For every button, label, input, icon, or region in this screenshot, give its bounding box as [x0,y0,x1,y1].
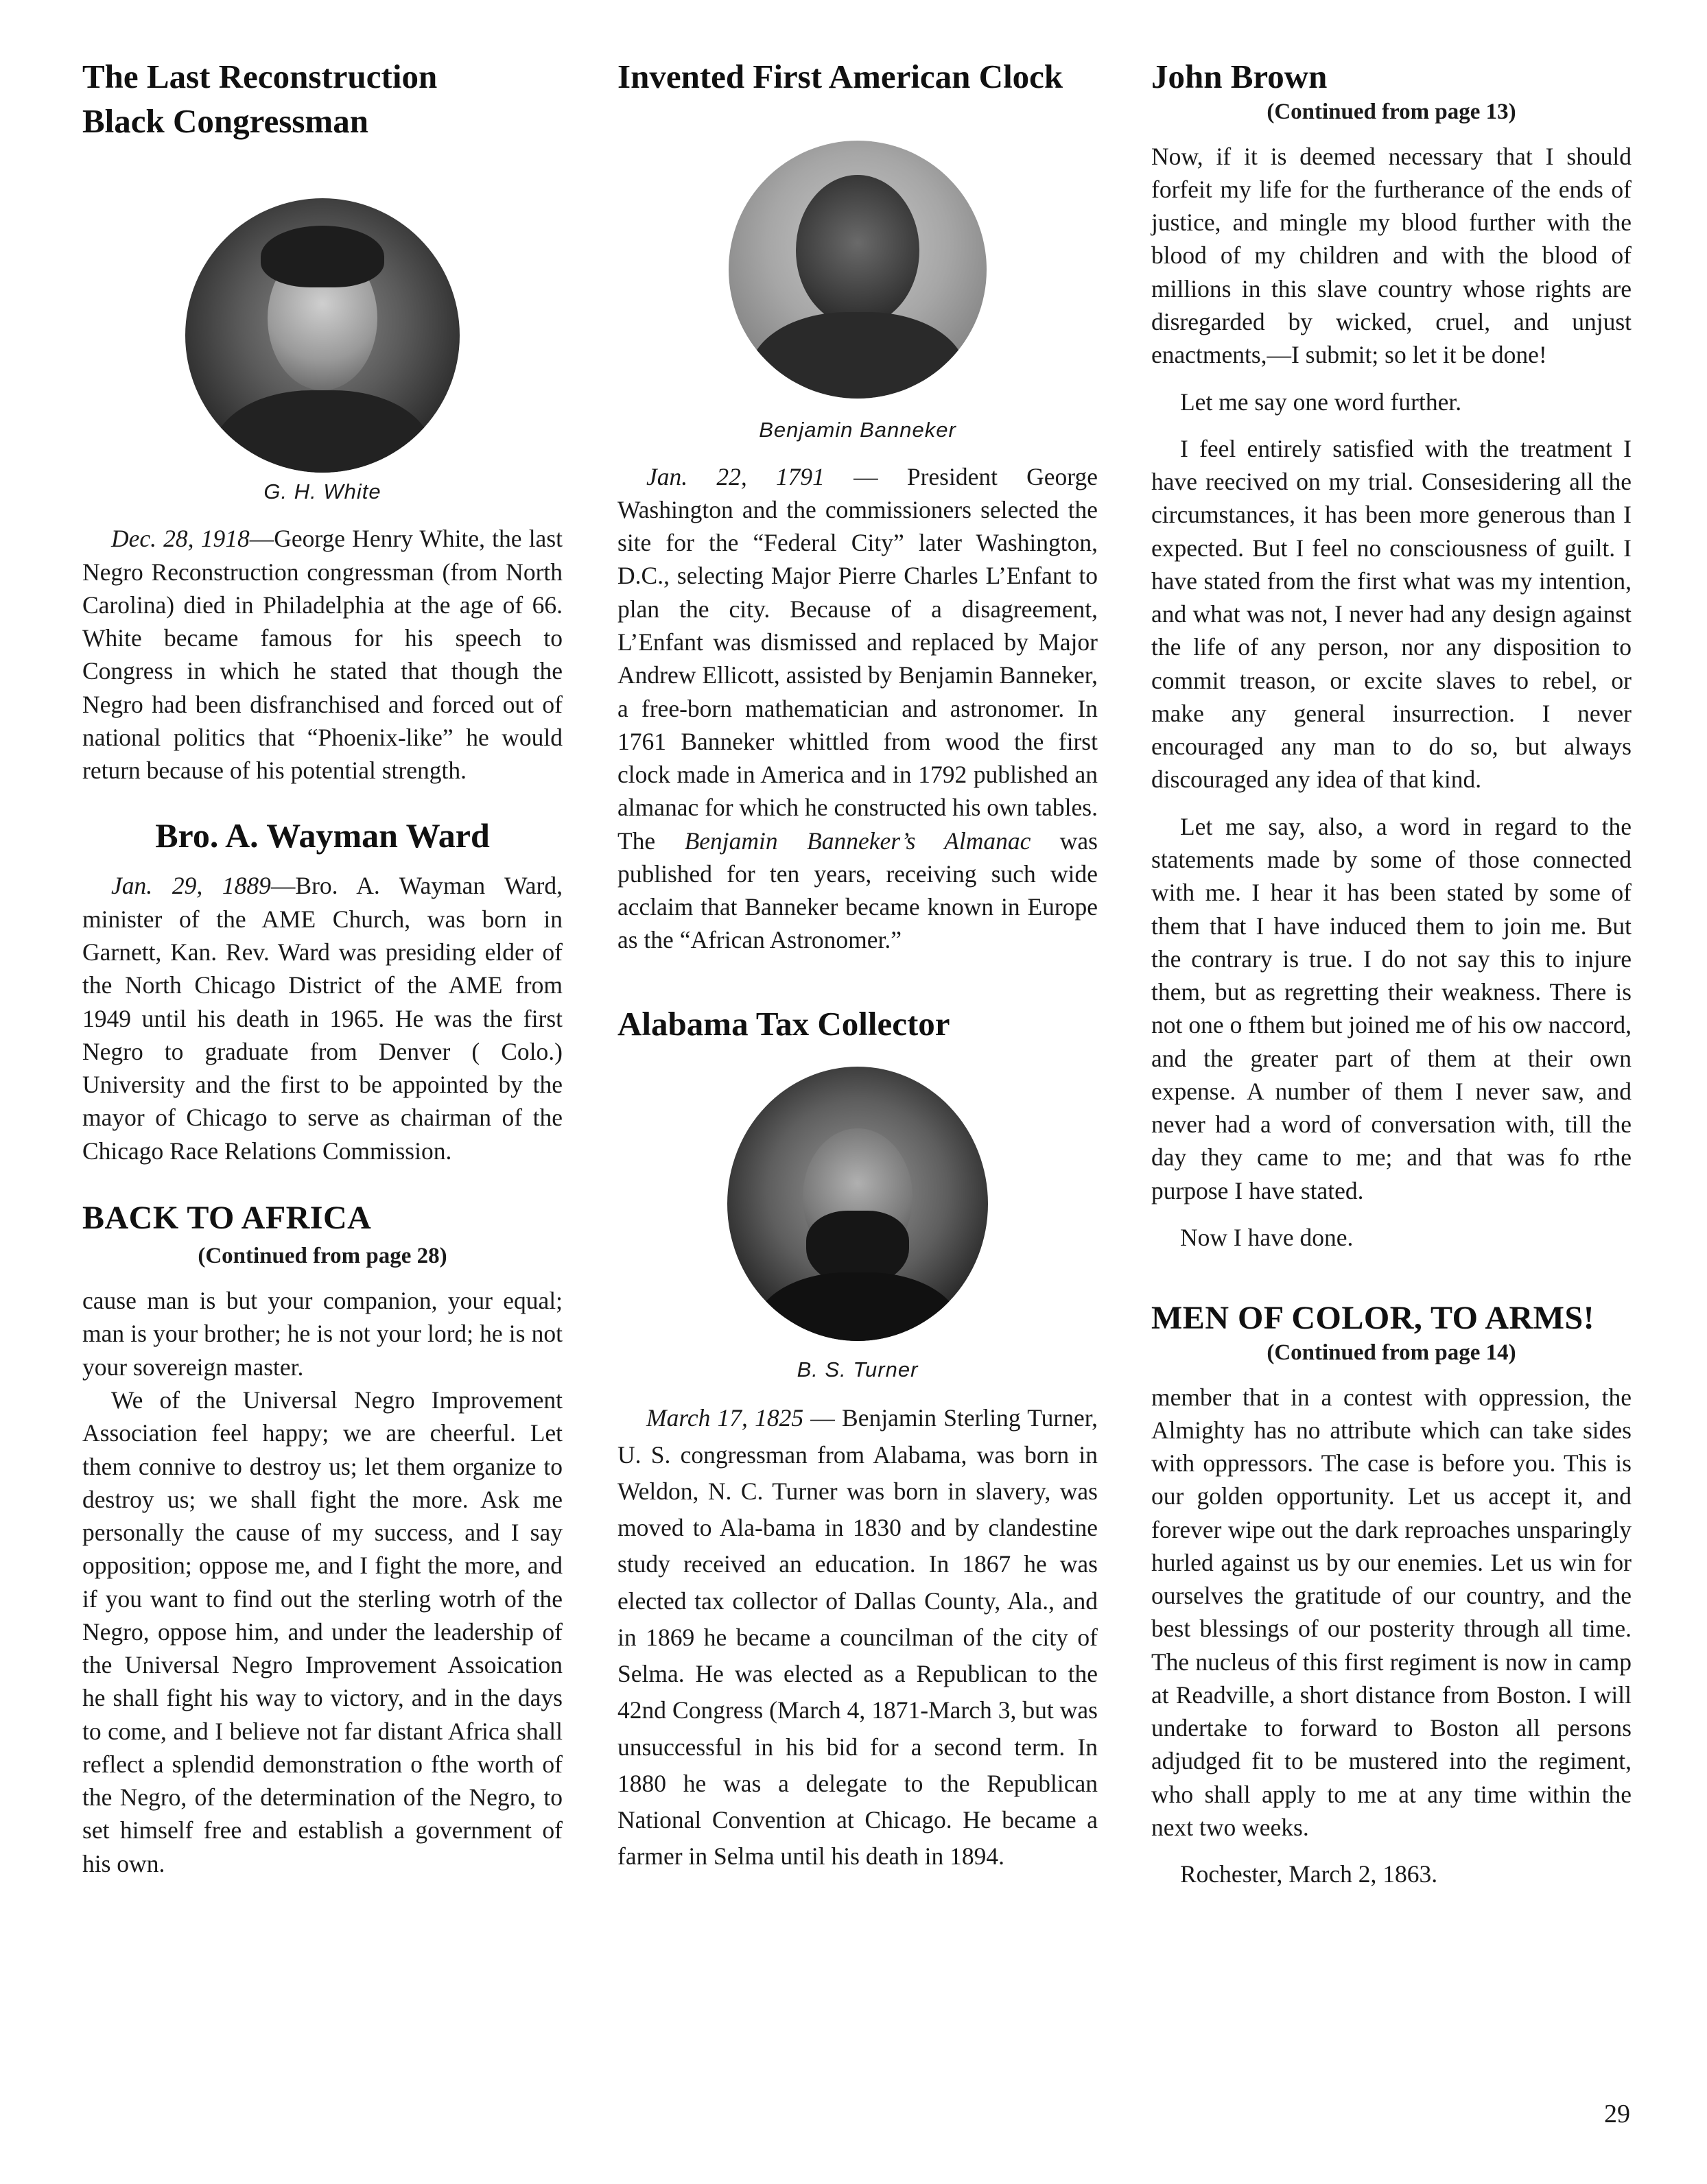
article-title-john-brown: John Brown [1151,58,1328,95]
brown-paragraph-2: Let me say one word further. [1180,388,1462,416]
article-title-africa: BACK TO AFRICA [82,1199,372,1236]
article-title-men-of-color: MEN OF COLOR, TO ARMS! [1151,1300,1595,1337]
continued-note-men-of-color: (Continued from page 14) [1267,1340,1516,1365]
portrait-benjamin-banneker [729,141,987,399]
column-right [1151,55,1632,1891]
article-title-banneker: Invented First American Clock [617,58,1063,95]
portrait-face [796,175,919,326]
caption-benjamin-banneker: Benjamin Banneker [759,417,956,442]
column-middle [617,55,1098,1875]
brown-paragraph-1: Now, if it is deemed necessary that I should forfeit my life for the furtherance of the ends of justice, and mingle my blood further with the blood of my children and with the blood of millions in this slave country whose rights are disregarded by wicked, cruel, and unjust enactments,—I submit; so let it be done! [1151,142,1632,369]
continued-note-john-brown: (Continued from page 13) [1267,99,1516,124]
portrait-coat [755,1272,961,1341]
africa-paragraph-1: cause man is but your companion, your equal; man is your brother; he is not your lord; he is not your sovereign master. [82,1287,563,1381]
article-title-ward: Bro. A. Wayman Ward [155,816,490,855]
portrait-g-h-white [185,198,460,473]
date-white: Dec. 28, 1918 [111,525,250,553]
arms-paragraph-1: member that in a contest with oppression, the Almighty has no attribute which can take sides with oppressors. The case is before you. This is our golden opportunity. Let us accept it, and forever wipe out the dark reproaches unsparingly hurled against us by our enemies. Let us win for ourselves the gratitude of our country, and the best blessings of our posterity through all time. The nucleus of this first regiment is now in camp at Readville, a short distance from Boston. I will undertake to forward to Boston all persons adjudged fit to be mustered into the regiment, who shall apply to me at any time within the next two weeks. [1151,1383,1632,1841]
portrait-hair [261,226,384,287]
article-body-banneker: Jan. 22, 1791 — President George Washington and the commissioners selected the site for the “Federal City” later Washington, D.C., selecting Major Pierre Charles L’Enfant to plan the city. Because of a disagreement, L’Enfant was dismissed and replaced by Major Andrew Ellicott, assisted by Benjamin Banneker, a free-born mathematician and astronomer. In 1761 Banneker whittled from wood the first clock made in America and in 1792 published an almanac for which he constructed his own tables. The Benjamin Banneker’s Almanac was published for ten years, receiving such wide acclaim that Banneker became known in Europe as the “African Astronomer.” [617,462,1098,954]
brown-paragraph-5: Now I have done. [1180,1223,1354,1251]
caption-g-h-white: G. H. White [263,479,381,504]
date-ward: Jan. 29, 1889 [111,872,271,900]
page-number: 29 [1604,2100,1630,2128]
brown-paragraph-3: I feel entirely satisfied with the treatment I have reecived on my trial. Consesidering all the circumstances, it has been more generous than I expected. But I feel no consciousness of guilt. I have stated from the first what was my intention, and what was not, I never had any design against the life of any person, nor any disposition to commit treason, or excite slaves to rebel, or make any general insurrection. I never encouraged any man to do so, but always discouraged any idea of that kind. [1151,434,1632,794]
portrait-coat [749,312,966,399]
article-body-white: Dec. 28, 1918—George Henry White, the last Negro Reconstruction congressman (from North Carolina) died in Philadelphia at the age of 66. White became famous for his speech to Congress in which he stated that though the Negro had been disfranchised and forced out of national politics that “Phoenix-like” he would return because of his potential strength. [82,525,563,785]
article-title-white: The Last Reconstruction Black Congressman [82,58,438,140]
continued-note-africa: (Continued from page 28) [198,1244,447,1269]
caption-b-s-turner: B. S. Turner [797,1357,919,1382]
portrait-coat [213,390,432,473]
article-body-ward: Jan. 29, 1889—Bro. A. Wayman Ward, minister of the AME Church, was born in Garnett, Kan. Rev. Ward was presiding elder of the North Chicago District of the AME from 1949 until his death in 1965. He was the first Negro to graduate from Denver ( Colo.) University and the first to be appointed by the mayor of Chicago to serve as chairman of the Chicago Race Relations Commission. [82,872,563,1165]
column-left [82,55,563,1880]
arms-signature: Rochester, March 2, 1863. [1180,1860,1438,1888]
almanac-title: Benjamin Banneker’s Almanac [684,827,1031,855]
article-body-turner: March 17, 1825 — Benjamin Sterling Turner, U. S. congressman from Alabama, was born in Weldon, N. C. Turner was born in slavery, was moved to Ala-bama in 1830 and by clandestine study received an education. In 1867 he was elected tax collector of Dallas County, Ala., and in 1869 he became a councilman of the city of Selma. He was elected as a Republican to the 42nd Congress (March 4, 1871-March 3, but was unsuccessful in his bid for a second term. In 1880 he was a delegate to the Republican National Convention at Chicago. He became a farmer in Selma until his death in 1894. [617,1404,1098,1871]
date-turner: March 17, 1825 [646,1404,804,1432]
africa-paragraph-2: We of the Universal Negro Improvement Association feel happy; we are cheerful. Let them connive to destroy us; let them organize to destroy us; we shall fight the more. Ask me personally the cause of my success, and I say opposition; oppose me, and I fight the more, and if you want to find out the sterling wotrh of the Negro, oppose him, and under the leadership of the Universal Negro Improvement Assoication he shall fight his way to victory, and in the days to come, and I believe not far distant Africa shall reflect a splendid demonstration o fthe worth of the Negro, of the determination of the Negro, to set himself free and establish a government of his own. [82,1386,563,1877]
date-banneker: Jan. 22, 1791 [646,462,825,490]
article-title-turner: Alabama Tax Collector [617,1004,950,1043]
portrait-b-s-turner [727,1067,988,1341]
brown-paragraph-4: Let me say, also, a word in regard to the statements made by some of those connected with me. I hear it has been stated by some of them that I have induced them to join me. But the contrary is true. I do not say this to injure them, but as regretting their weakness. There is not one o fthem but joined me of his ow naccord, and the greater part of them at their own expense. A number of them I never saw, and never had a word of conversation with, till the day they came to me; and that was fo rthe purpose I have stated. [1151,812,1632,1204]
